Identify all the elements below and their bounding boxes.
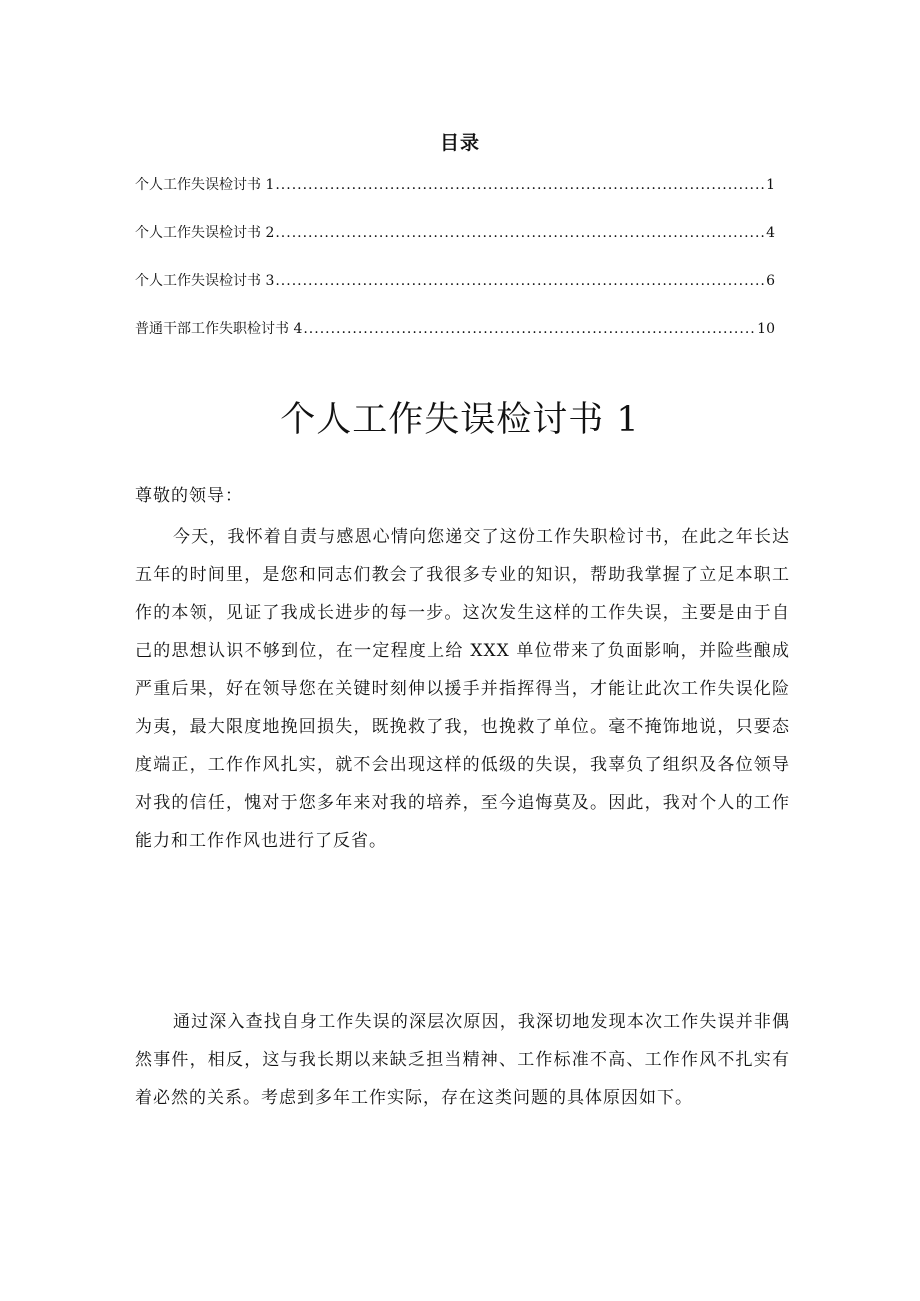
document-title: 个人工作失误检讨书 1: [280, 400, 640, 440]
toc-entry-page: 4: [766, 225, 775, 241]
toc-leader-dots: [275, 177, 765, 193]
toc-leader-dots: [275, 225, 765, 241]
salutation: 尊敬的领导：: [135, 486, 243, 506]
toc-title: 目录: [439, 132, 480, 154]
toc-entry-4[interactable]: [135, 318, 775, 366]
toc-entry-1[interactable]: [135, 174, 775, 222]
toc-entry-title: 个人工作失误检讨书 1: [135, 177, 275, 193]
toc-entry-page: 1: [766, 177, 775, 193]
toc-entry-title: 个人工作失误检讨书 2: [135, 225, 275, 241]
table-of-contents: [135, 174, 775, 366]
toc-leader-dots: [303, 321, 756, 337]
toc-entry-2[interactable]: [135, 222, 775, 270]
toc-entry-3[interactable]: [135, 270, 775, 318]
body-paragraph-2: 通过深入查找自身工作失误的深层次原因，我深切地发现本次工作失误并非偶然事件，相反，这与我长期以来缺乏担当精神、工作标准不高、工作作风不扎实有着必然的关系。考虑到多年工作实际，存在这类问题的具体原因如下。: [135, 1012, 790, 1108]
toc-entry-page: 6: [766, 273, 775, 289]
body-paragraph-1: 今天，我怀着自责与感恩心情向您递交了这份工作失职检讨书，在此之年长达五年的时间里，是您和同志们教会了我很多专业的知识，帮助我掌握了立足本职工作的本领，见证了我成长进步的每一步。这次发生这样的工作失误，主要是由于自己的思想认识不够到位，在一定程度上给 XXX 单位带来了负面影响，并险些酿成严重后果，好在领导您在关键时刻伸以援手并指挥得当，才能让此次工作失误化险为夷，最大限度地挽回损失，既挽救了我，也挽救了单位。毫不掩饰地说，只要态度端正，工作作风扎实，就不会出现这样的低级的失误，我辜负了组织及各位领导对我的信任，愧对于您多年来对我的培养，至今追悔莫及。因此，我对个人的工作能力和工作作风也进行了反省。: [135, 527, 790, 851]
toc-entry-title: 普通干部工作失职检讨书 4: [135, 321, 303, 337]
toc-entry-title: 个人工作失误检讨书 3: [135, 273, 275, 289]
toc-entry-page: 10: [757, 321, 775, 337]
toc-leader-dots: [275, 273, 765, 289]
